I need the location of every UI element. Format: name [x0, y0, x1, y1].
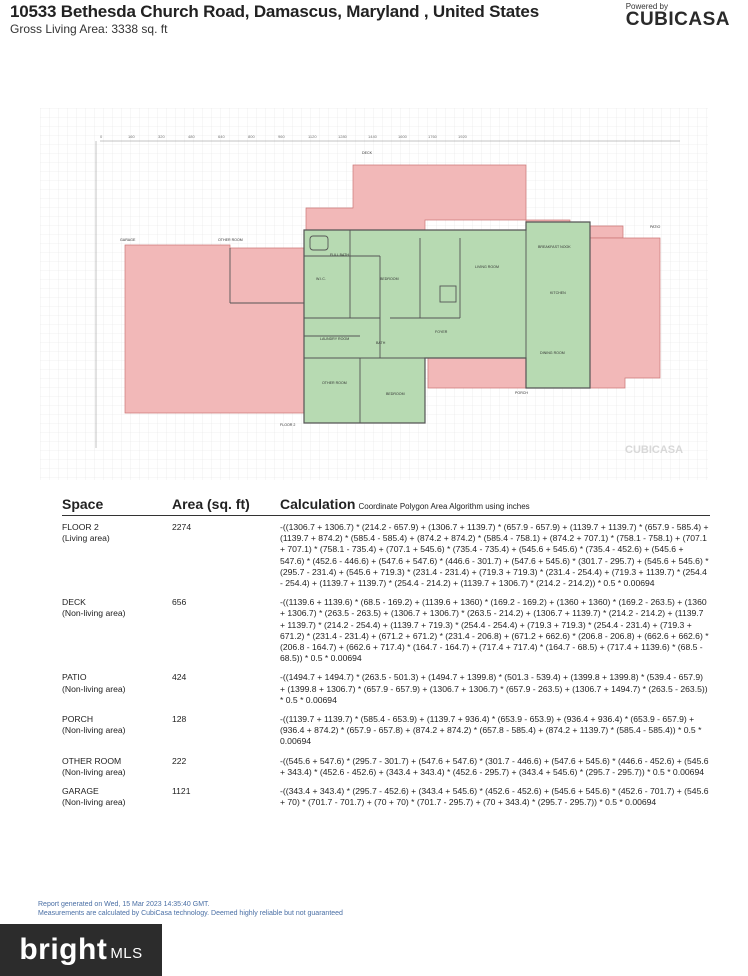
label-bedroom-2: BEDROOM	[386, 392, 405, 396]
space-name: OTHER ROOM	[62, 755, 122, 766]
label-foyer: FOYER	[435, 330, 448, 334]
space-cell	[62, 714, 172, 748]
floor-plan	[40, 108, 708, 480]
space-name: PORCH	[62, 714, 94, 725]
label-living-room: LIVING ROOM	[475, 265, 499, 269]
space-type: (Living area)	[62, 533, 110, 544]
calculation-table	[62, 522, 712, 816]
header-area: Area (sq. ft)	[172, 496, 250, 512]
space-type: (Non-living area)	[62, 725, 126, 736]
area-cell: 656	[172, 597, 187, 608]
space-name: GARAGE	[62, 786, 99, 797]
calculation-cell: -((1139.6 + 1139.6) * (68.5 - 169.2) + (1139.6 + 1360) * (169.2 - 169.2) + (1360 + 1360) * (169.2 - 263.5) + (1360 + 1306.7) * (263.5 - 263.5) + (1306.7 + 1306.7) * (263.5 - 214.2) + (1306.7 + 1139.7) * (214.2 - 214.2) + (1139.7 + 1139.7) * (214.2 - 254.4) + (1139.7 + 719.3) * (254.4 - 254.4) + (719.3 + 719.3) * (254.4 - 231.4) + (719.3 + 671.2) * (231.4 - 231.4) + (671.2 + 671.2) * (231.4 - 206.8) + (671.2 + 662.6) * (206.8 - 206.8) + (662.6 + 662.6) * (206.8 - 164.7) + (662.6 + 717.4) * (164.7 - 164.7) + (717.4 + 717.4) * (164.7 - 68.5) + (717.4 + 1139.6) * (68.5 - 68.5)) * 0.5 * 0.00694	[280, 597, 709, 664]
area-cell: 128	[172, 714, 187, 725]
ruler-tick: 480	[188, 134, 195, 139]
space-cell	[62, 672, 172, 706]
label-other-room: OTHER ROOM	[218, 238, 243, 242]
table-row	[62, 786, 712, 808]
property-address: 10533 Bethesda Church Road, Damascus, Maryland , United States	[10, 2, 539, 21]
label-porch: PORCH	[515, 391, 528, 395]
calculation-cell: -((1494.7 + 1494.7) * (263.5 - 501.3) + (1494.7 + 1399.8) * (501.3 - 539.4) + (1399.8 + 1399.8) * (539.4 - 657.9) + (1399.8 + 1306.7) * (657.9 - 657.9) + (1306.7 + 1306.7) * (657.9 - 263.5) + (1306.7 + 1494.7) * (263.5 - 263.5)) * 0.5 * 0.00694	[280, 672, 708, 705]
report-generated: Report generated on Wed, 15 Mar 2023 14:35:40 GMT.	[38, 901, 210, 908]
bright-wordmark: bright	[19, 933, 108, 966]
ruler-tick: 320	[158, 134, 165, 139]
label-laundry-room: LAUNDRY ROOM	[320, 337, 350, 341]
space-name: FLOOR 2	[62, 522, 99, 532]
header-space: Space	[62, 496, 104, 512]
calculation-cell: -((343.4 + 343.4) * (295.7 - 452.6) + (343.4 + 545.6) * (452.6 - 452.6) + (545.6 + 545.6) * (452.6 - 701.7) + (545.6 + 70) * (701.7 - 701.7) + (70 + 70) * (701.7 - 295.7) + (70 + 343.4) * (295.7 - 295.7)) * 0.5 * 0.00694	[280, 786, 709, 808]
header-calculation-title: Calculation	[280, 496, 356, 512]
calculation-cell: -((1139.7 + 1139.7) * (585.4 - 653.9) + (1139.7 + 936.4) * (653.9 - 653.9) + (936.4 + 936.4) * (653.9 - 657.9) + (936.4 + 874.2) * (657.9 - 657.8) + (874.2 + 874.2) * (657.8 - 585.4) + (874.2 + 1139.7) * (585.4 - 585.4)) * 0.5 * 0.00694	[280, 714, 702, 747]
garage-area	[125, 245, 304, 413]
table-row	[62, 756, 712, 778]
header-calculation	[280, 496, 530, 512]
ruler-tick: 1920	[458, 134, 467, 139]
report-disclaimer: Measurements are calculated by CubiCasa technology. Deemed highly reliable but not guaranteed	[38, 910, 343, 917]
calculation-cell: -((1306.7 + 1306.7) * (214.2 - 657.9) + (1306.7 + 1139.7) * (657.9 - 657.9) + (1139.7 + 1139.7) * (657.9 - 585.4) + (1139.7 + 874.2) * (585.4 - 585.4) + (874.2 + 874.2) * (585.4 - 758.1) + (874.2 + 707.1) * (758.1 - 758.1) + (707.1 + 707.1) * (758.1 - 735.4) + (707.1 + 545.6) * (735.4 - 735.4) + (545.6 + 545.6) * (735.4 - 452.6) + (545.6 + 547.6) * (452.6 - 446.6) + (547.6 + 547.6) * (446.6 - 301.7) + (547.6 + 545.6) * (301.7 - 295.7) + (545.6 + 545.6) * (295.7 - 231.4) + (545.6 + 719.3) * (231.4 - 231.4) + (719.3 + 719.3) * (231.4 - 254.4) + (719.3 + 1139.7) * (254.4 - 254.4) + (1139.7 + 1139.7) * (254.4 - 214.2) + (1139.7 + 1306.7) * (214.2 - 214.2)) * 0.5 * 0.00694	[280, 522, 709, 589]
label-garage: GARAGE	[120, 238, 136, 242]
label-floor: FLOOR 2	[280, 423, 296, 427]
ruler-tick: 1760	[428, 134, 437, 139]
calculation-cell: -((545.6 + 547.6) * (295.7 - 301.7) + (547.6 + 547.6) * (301.7 - 446.6) + (547.6 + 545.6) * (446.6 - 452.6) + (545.6 + 343.4) * (452.6 - 452.6) + (343.4 + 343.4) * (452.6 - 295.7) + (343.4 + 545.6) * (295.7 - 295.7)) * 0.5 * 0.00694	[280, 755, 709, 777]
area-cell: 1121	[172, 786, 191, 797]
space-cell	[62, 786, 172, 808]
label-patio: PATIO	[650, 225, 661, 229]
ruler-tick: 800	[248, 134, 255, 139]
area-cell: 222	[172, 755, 187, 766]
table-row	[62, 597, 712, 664]
space-type: (Non-living area)	[62, 683, 126, 694]
area-cell: 424	[172, 672, 187, 683]
label-dining-room: DINING ROOM	[540, 351, 565, 355]
ruler-tick: 1120	[308, 134, 317, 139]
space-name: PATIO	[62, 672, 87, 683]
porch-area	[428, 358, 528, 388]
ruler-tick: 160	[128, 134, 135, 139]
area-cell: 2274	[172, 522, 192, 532]
cubicasa-wordmark: CUBICASA	[625, 9, 730, 30]
label-kitchen: KITCHEN	[550, 291, 566, 295]
space-type: (Non-living area)	[62, 766, 126, 777]
label-breakfast-nook: BREAKFAST NOOK	[538, 245, 571, 249]
space-type: (Non-living area)	[62, 608, 126, 619]
table-row	[62, 714, 712, 748]
table-row	[62, 522, 712, 589]
space-type: (Non-living area)	[62, 797, 126, 808]
space-name: DECK	[62, 597, 86, 608]
ruler-tick: 1280	[338, 134, 347, 139]
label-bath: BATH	[376, 341, 386, 345]
table-row	[62, 672, 712, 706]
table-header	[62, 496, 710, 516]
label-wic: W.I.C.	[316, 277, 326, 281]
gross-living-area: Gross Living Area: 3338 sq. ft	[10, 22, 168, 36]
space-cell	[62, 522, 172, 589]
ruler-tick: 640	[218, 134, 225, 139]
label-bedroom: BEDROOM	[380, 277, 399, 281]
patio-area	[590, 238, 660, 388]
bright-mls-logo	[0, 924, 162, 976]
cubicasa-logo	[626, 2, 730, 31]
header-calculation-note: Coordinate Polygon Area Algorithm using inches	[358, 502, 530, 511]
ruler-tick: 0	[100, 134, 103, 139]
report-footer	[38, 900, 343, 918]
space-cell	[62, 756, 172, 778]
ruler-tick: 960	[278, 134, 285, 139]
label-deck: DECK	[362, 151, 372, 155]
powered-by-label: Powered by	[625, 2, 668, 11]
label-other-room-2: OTHER ROOM	[322, 381, 347, 385]
ruler-tick: 1600	[398, 134, 407, 139]
ruler-tick: 1440	[368, 134, 377, 139]
mls-wordmark: MLS	[110, 944, 143, 962]
cubicasa-watermark: CUBICASA	[625, 444, 684, 456]
space-cell	[62, 597, 172, 664]
label-full-bath: FULL BATH	[330, 253, 349, 257]
